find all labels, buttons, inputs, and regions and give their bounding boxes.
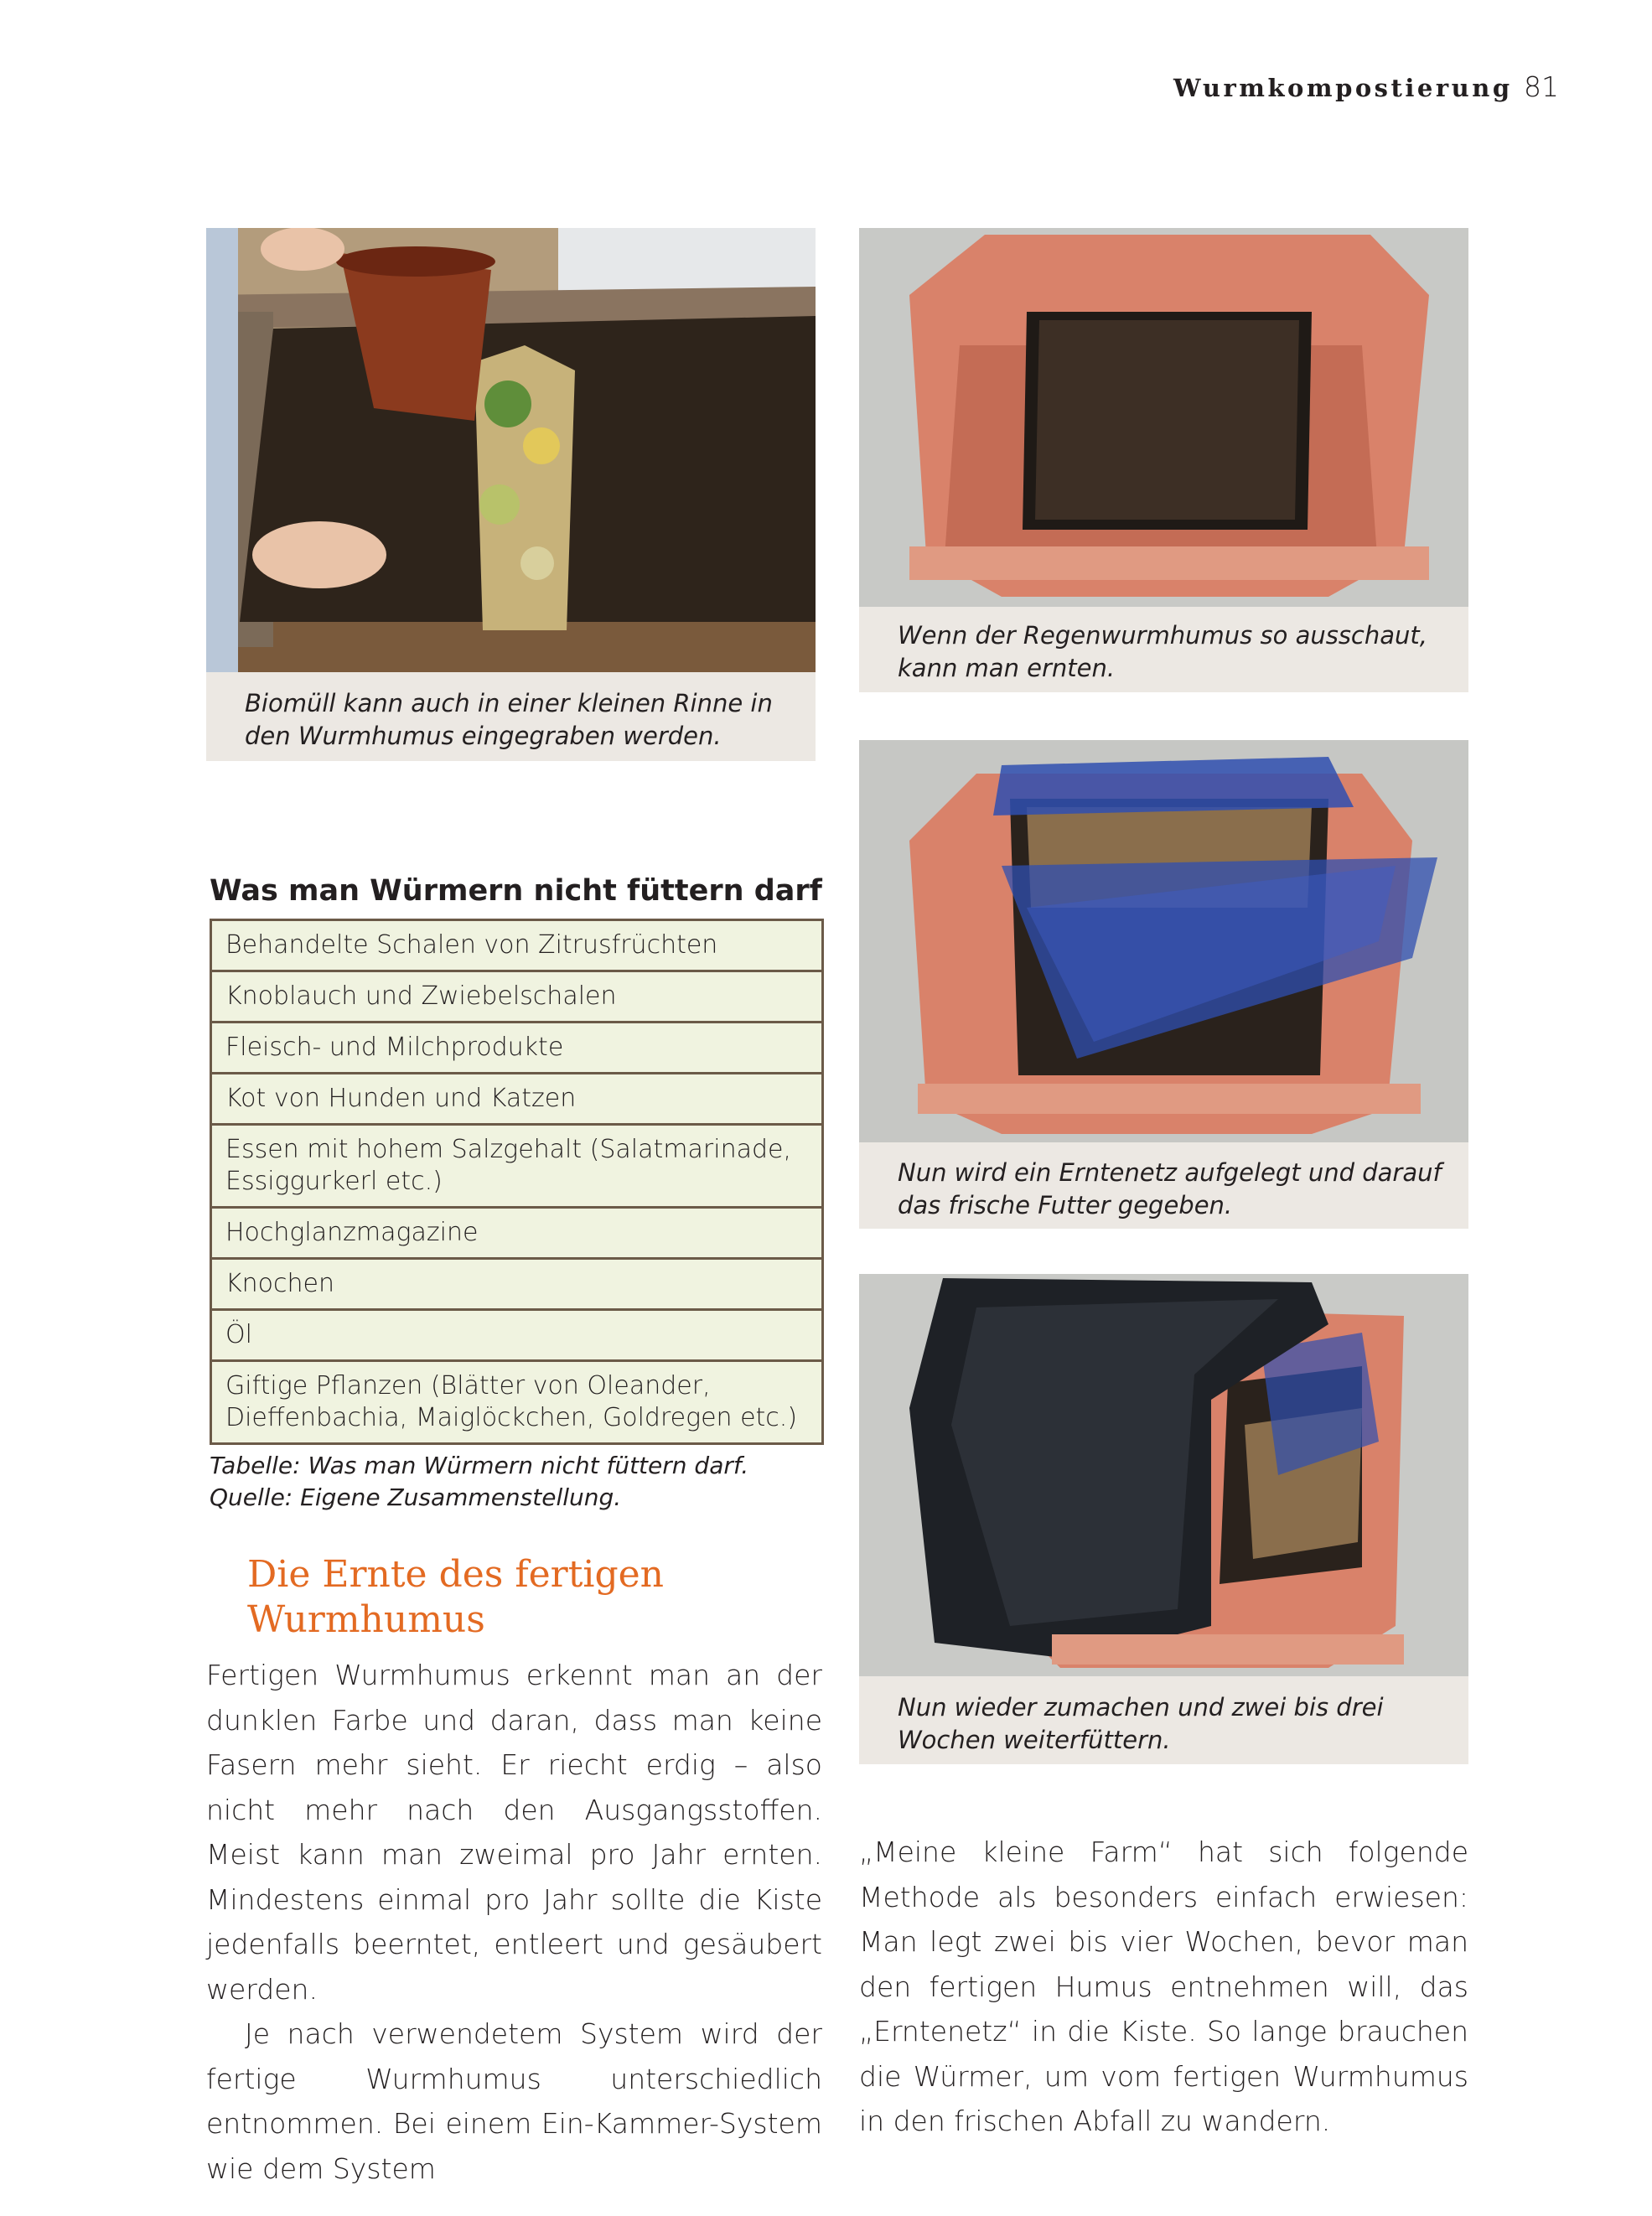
table-row	[211, 1125, 823, 1208]
figure-harvest-net	[859, 740, 1468, 1229]
table-cell-text: Fleisch- und Milchprodukte	[225, 1033, 564, 1062]
paragraph: Fertigen Wurmhumus erkennt man an der dunklen Farbe und daran, dass man keine Fasern mehr sieht. Er riecht erdig – also nicht mehr nach den Ausgangsstoffen. Meist kann man zweimal pro Jahr ernten. Mindestens einmal pro Jahr sollte die Kiste jedenfalls beerntet, entleert und gesäubert werden.	[206, 1659, 822, 2006]
table-caption-line: Tabelle: Was man Würmern nicht füttern darf.	[210, 1452, 749, 1479]
table-cell-text: Hochglanzmagazine	[225, 1218, 479, 1247]
photo-box-with-net	[859, 740, 1468, 1142]
table-cell-text: Behandelte Schalen von Zitrusfrüchten	[225, 930, 718, 960]
figure-harvest-ready	[859, 228, 1468, 692]
table-row	[211, 920, 823, 971]
table-cell-text: Dieffenbachia, Maiglöckchen, Goldregen etc.)	[225, 1403, 798, 1432]
table-row	[211, 1310, 823, 1361]
paragraph: Je nach verwendetem System wird der fertige Wurmhumus unterschiedlich entnommen. Bei einem Ein-Kammer-System wie dem System	[206, 2017, 822, 2185]
caption-line: Wenn der Regenwurmhumus so ausschaut,	[898, 621, 1427, 650]
section-heading	[247, 1552, 664, 1643]
forbidden-food-table	[210, 919, 824, 1445]
table-title: Was man Würmern nicht füttern darf	[210, 874, 822, 908]
caption-line: Biomüll kann auch in einer kleinen Rinne in	[245, 689, 773, 717]
table-row	[211, 1361, 823, 1444]
caption-line: kann man ernten.	[898, 654, 1116, 682]
table-cell-text: Essiggurkerl etc.)	[225, 1167, 443, 1196]
photo-wooden-worm-bin	[206, 228, 816, 672]
table-caption-line: Quelle: Eigene Zusammenstellung.	[210, 1483, 622, 1511]
body-text-left	[206, 1653, 822, 2191]
table-cell-text: Knoblauch und Zwiebelschalen	[225, 981, 617, 1011]
table-row	[211, 1208, 823, 1259]
photo-box-with-cover	[859, 1274, 1468, 1676]
paragraph: „Meine kleine Farm“ hat sich folgende Methode als besonders einfach erwiesen: Man legt zwei bis vier Wochen, bevor man den fertigen Humus entnehmen will, das „Erntenetz“ in die Kiste. So lange brauchen die Würmer, um vom fertigen Wurmhumus in den frischen Abfall zu wandern.	[859, 1835, 1468, 2137]
caption-line: das frische Futter gegeben.	[898, 1191, 1233, 1219]
table-cell-text: Kot von Hunden und Katzen	[225, 1084, 577, 1113]
table-cell-text: Knochen	[225, 1269, 335, 1298]
photo-box-with-humus	[859, 228, 1468, 607]
table-cell-text: Essen mit hohem Salzgehalt (Salatmarinade,	[225, 1135, 791, 1164]
table-caption	[210, 1450, 748, 1514]
section-heading-line: Die Ernte des fertigen	[247, 1553, 664, 1596]
caption-line: Wochen weiterfüttern.	[898, 1726, 1171, 1754]
table-row	[211, 971, 823, 1023]
table-cell-text: Giftige Pflanzen (Blätter von Oleander,	[225, 1371, 711, 1401]
running-title: Wurmkompostierung	[1173, 74, 1513, 102]
caption-line: Nun wird ein Erntenetz aufgelegt und darauf	[898, 1158, 1442, 1187]
table-row	[211, 1023, 823, 1074]
section-heading-line: Wurmhumus	[247, 1598, 485, 1641]
table-cell-text: Öl	[225, 1320, 252, 1349]
body-text-right	[859, 1830, 1468, 2144]
table-row	[211, 1074, 823, 1125]
caption-line: den Wurmhumus eingegraben werden.	[245, 722, 722, 750]
caption-line: Nun wieder zumachen und zwei bis drei	[898, 1693, 1384, 1722]
figure-close-box	[859, 1274, 1468, 1764]
page-number: 81	[1524, 70, 1559, 103]
figure-biomuell	[206, 228, 816, 761]
table-row	[211, 1259, 823, 1310]
